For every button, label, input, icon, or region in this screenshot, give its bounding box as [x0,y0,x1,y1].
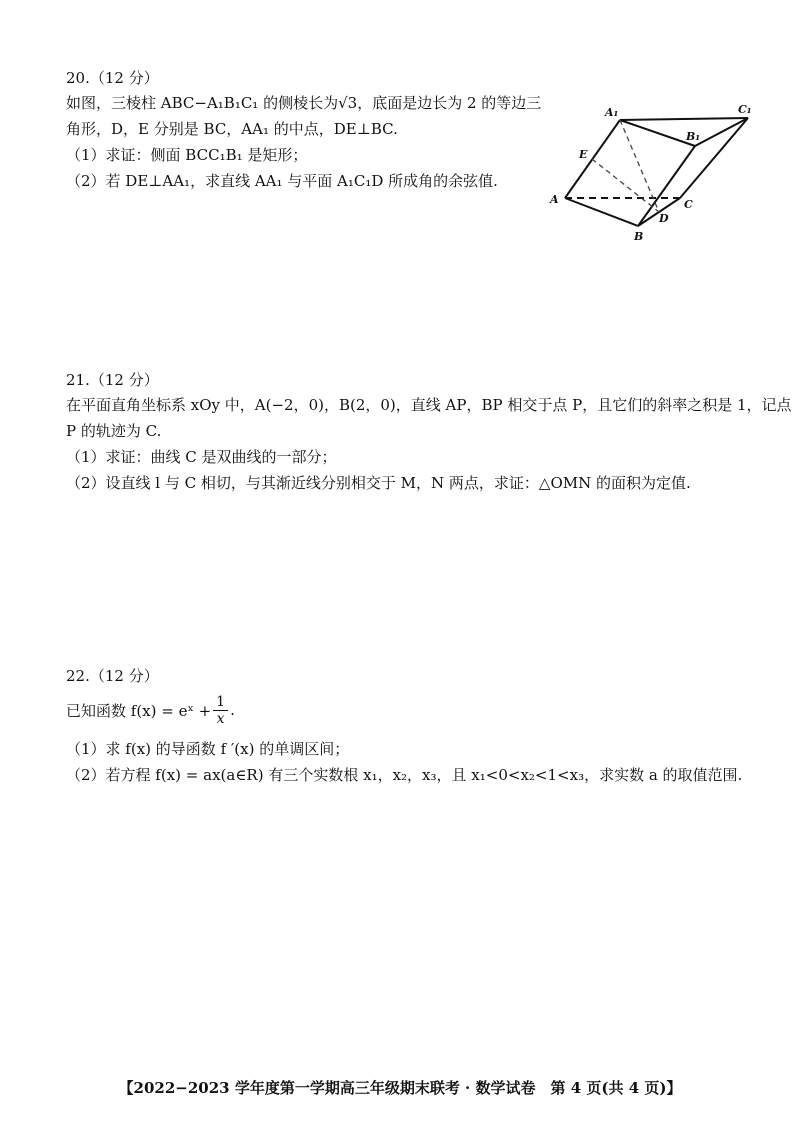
edge-a1b1 [620,120,695,146]
problem-21-header: 21.（12 分） [66,371,159,389]
problem-20-question-2: （2）若 DE⊥AA₁，求直线 AA₁ 与平面 A₁C₁D 所成角的余弦值. [66,172,498,190]
problem-22-question-2: （2）若方程 f(x) = ax(a∈R) 有三个实数根 x₁，x₂，x₃，且 x₁<0<x₂<1<x₃，求实数 a 的取值范围. [66,766,743,784]
function-prefix: 已知函数 f(x) = eˣ + [66,701,212,720]
edge-b1c1 [695,118,748,146]
label-B1: B₁ [686,130,701,143]
label-C1: C₁ [738,103,752,116]
prism-figure [535,96,765,246]
segment-ed [592,159,659,212]
problem-21 [66,368,792,496]
problem-21-stem-line1: 在平面直角坐标系 xOy 中，A(−2，0)，B(2，0)，直线 AP，BP 相交于点 P，且它们的斜率之积是 1，记点 [66,396,792,414]
label-B: B [634,230,644,243]
fraction-denominator: x [216,710,225,727]
page-footer: 【2022−2023 学年度第一学期高三年级期末联考 · 数学试卷 第 4 页(共 4 页)】 [118,1079,682,1097]
problem-22 [66,664,742,788]
function-suffix: . [230,701,235,719]
problem-21-stem-line2: P 的轨迹为 C. [66,422,162,440]
edge-a1c1 [620,118,748,120]
fraction-1-over-x [213,694,228,727]
problem-20-stem-line2: 角形，D，E 分别是 BC，AA₁ 的中点，DE⊥BC. [66,120,398,138]
label-C: C [684,198,693,211]
label-A: A [550,193,559,206]
label-E: E [579,148,588,161]
problem-20-question-1: （1）求证：侧面 BCC₁B₁ 是矩形； [66,146,308,164]
edge-ab [565,198,638,226]
problem-22-function [66,688,742,732]
problem-20 [66,66,541,194]
problem-21-question-1: （1）求证：曲线 C 是双曲线的一部分； [66,448,337,466]
label-D: D [659,212,669,225]
problem-20-stem-line1: 如图，三棱柱 ABC−A₁B₁C₁ 的侧棱长为√3，底面是边长为 2 的等边三 [66,94,542,112]
problem-22-question-1: （1）求 f(x) 的导函数 f ′(x) 的单调区间； [66,740,350,758]
problem-20-header: 20.（12 分） [66,69,159,87]
fraction-numerator: 1 [213,694,228,711]
label-A1: A₁ [605,106,619,119]
problem-22-header: 22.（12 分） [66,667,159,685]
problem-21-question-2: （2）设直线 l 与 C 相切，与其渐近线分别相交于 M，N 两点，求证：△OMN 的面积为定值. [66,474,691,492]
